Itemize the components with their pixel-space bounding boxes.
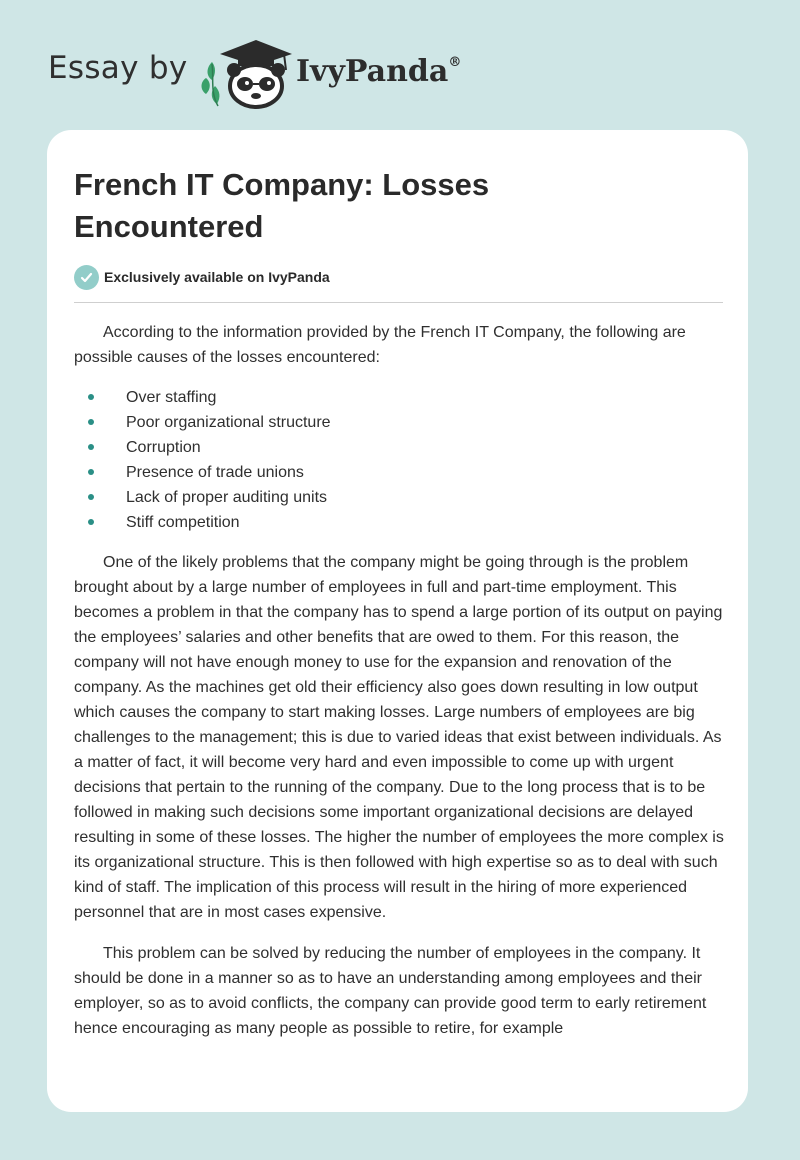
- bullet-dot-icon: [88, 519, 94, 525]
- bullet-dot-icon: [88, 444, 94, 450]
- body-paragraph-1: One of the likely problems that the company might be going through is the problem brought about by a large number of employees in full and part-time employment. This becomes a problem in that the company has to spend a large portion of its output on paying the employees’ salaries and other benefits that are owed to them. For this reason, the company will not have enough money to use for the expansion and renovation of the company. As the machines get old their efficiency also goes down resulting in low output which causes the company to start making losses. Large numbers of employees are big challenges to the management; this is due to varied ideas that exist between individuals. As a matter of fact, it will become very hard and even impossible to come up with urgent decisions that pertain to the running of the company. Due to the long process that is to be followed in making such decisions some important organizational decisions are delayed resulting in some of these losses. The higher the number of employees the more complex is its organizational structure. This is then followed with high expertise so as to deal with such kind of staff. The implication of this process will result in the hiring of more experienced personnel that are in most cases expensive.: [74, 554, 724, 921]
- list-item-text: Stiff competition: [126, 514, 240, 531]
- panda-graduate-logo-icon[interactable]: [198, 34, 294, 110]
- list-item: [74, 385, 726, 410]
- list-item: [74, 510, 726, 535]
- list-item-text: Over staffing: [126, 389, 217, 406]
- list-item-text: Corruption: [126, 439, 201, 456]
- essay-card: [47, 130, 748, 1112]
- bullet-dot-icon: [88, 394, 94, 400]
- paragraph-gap: [74, 925, 726, 941]
- intro-paragraph: According to the information provided by the French IT Company, the following are possible causes of the losses encountered:: [74, 324, 686, 366]
- panda-logo-svg: [198, 34, 294, 110]
- check-circle-icon: [74, 265, 99, 290]
- essay-by-label: Essay by: [48, 50, 188, 86]
- list-item: [74, 410, 726, 435]
- list-item-text: Presence of trade unions: [126, 464, 304, 481]
- body-paragraph-2: This problem can be solved by reducing the number of employees in the company. It should be done in a manner so as to have an understanding among employees and their employer, so as to avoid conflicts, the company can provide good term to early retirement hence encouraging as many people as possible to retire, for example: [74, 945, 707, 1037]
- badge-text: Exclusively available on IvyPanda: [104, 269, 330, 285]
- page-title: French IT Company: Losses Encountered: [74, 167, 490, 244]
- exclusive-badge: [74, 264, 330, 290]
- list-item: [74, 460, 726, 485]
- bullet-dot-icon: [88, 469, 94, 475]
- essay-body: [74, 320, 726, 1041]
- list-item: [74, 485, 726, 510]
- brand-text: IvyPanda: [296, 54, 449, 89]
- list-item-text: Lack of proper auditing units: [126, 489, 328, 506]
- registered-mark: ®: [448, 55, 462, 70]
- ivy-leaf-icon: [202, 62, 220, 106]
- bullet-dot-icon: [88, 494, 94, 500]
- divider: [74, 302, 723, 303]
- causes-list: [74, 385, 726, 535]
- list-item: [74, 435, 726, 460]
- site-header: [0, 0, 800, 120]
- brand-name[interactable]: [296, 54, 461, 89]
- list-item-text: Poor organizational structure: [126, 414, 331, 431]
- bullet-dot-icon: [88, 419, 94, 425]
